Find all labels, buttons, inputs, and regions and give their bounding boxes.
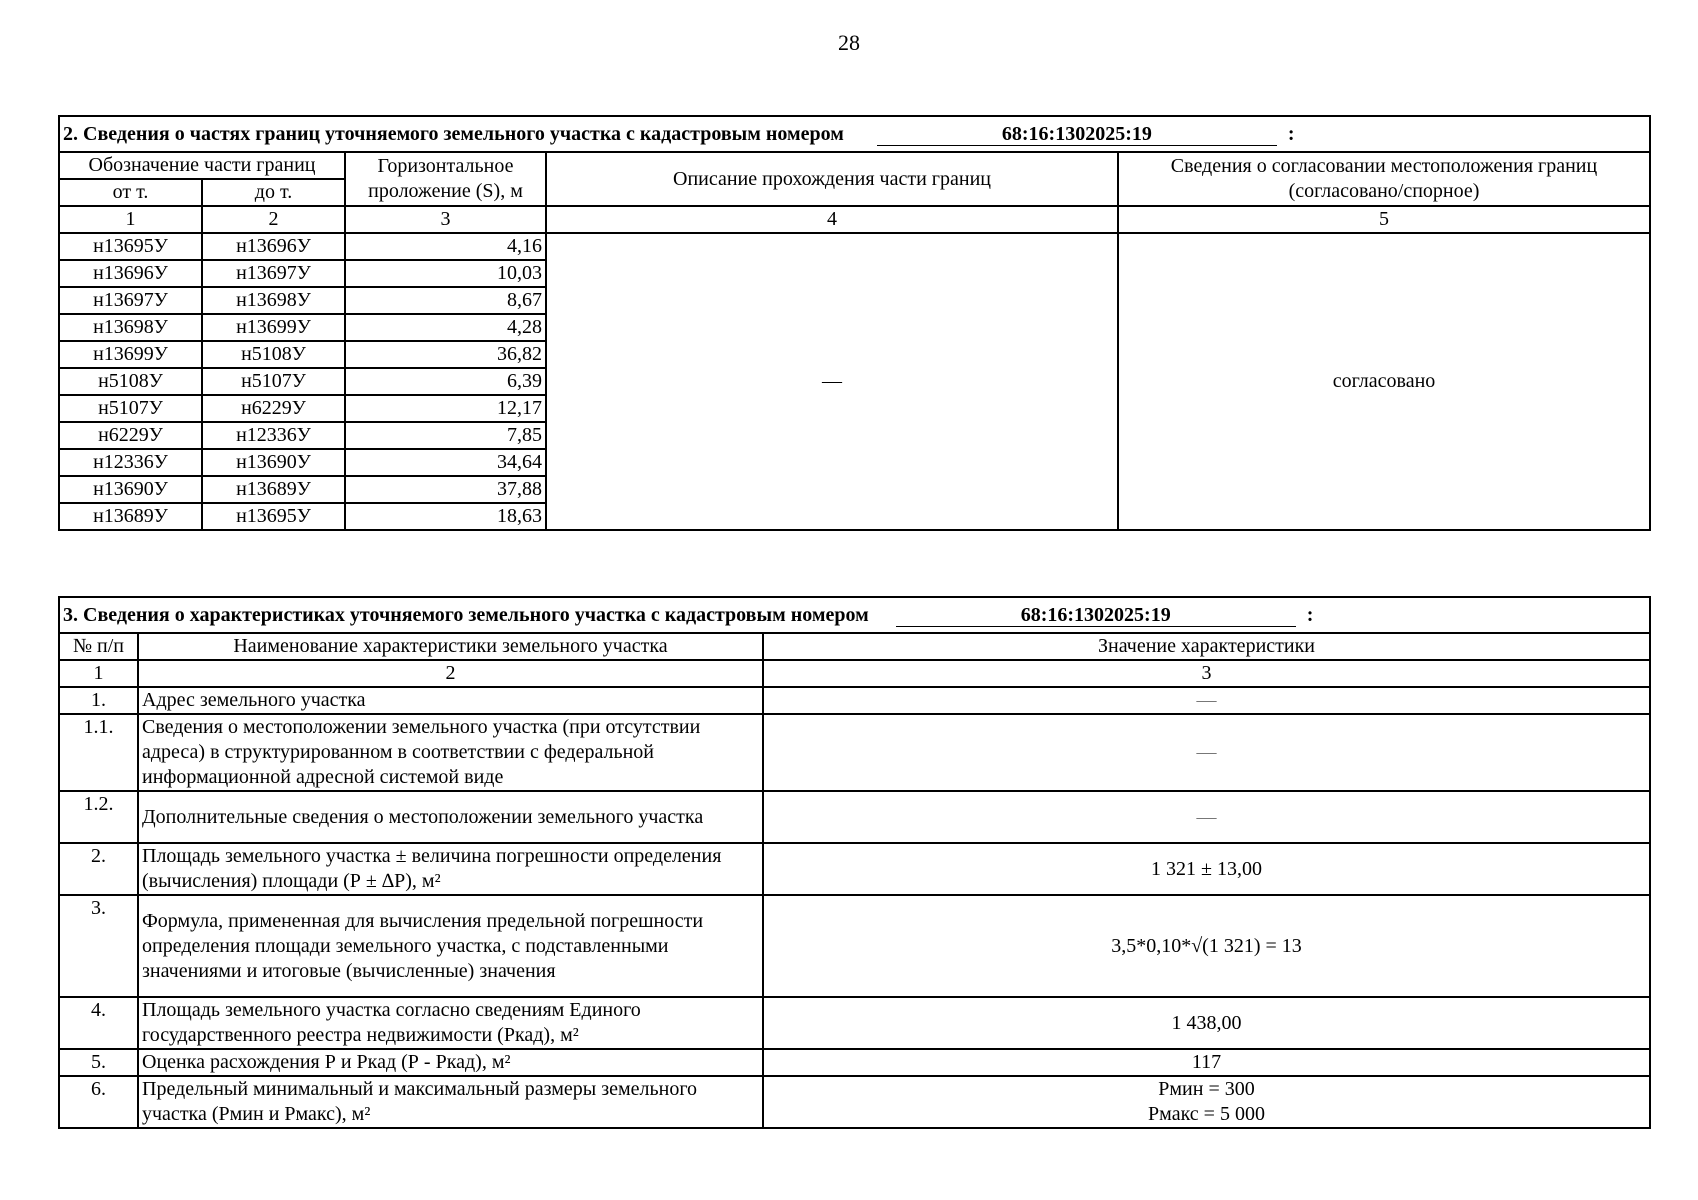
table-row	[59, 1049, 1650, 1076]
agreement-value: согласовано	[1118, 233, 1650, 530]
point-from: н5108У	[59, 368, 202, 395]
table-row	[59, 687, 1650, 714]
section-3-title-cell	[59, 597, 1650, 633]
characteristic-value: —	[763, 714, 1650, 791]
row-number: 5.	[59, 1049, 138, 1076]
point-to: н5108У	[202, 341, 345, 368]
section-3-title: 3. Сведения о характеристиках уточняемого земельного участка с кадастровым номером	[63, 603, 869, 626]
point-to: н5107У	[202, 368, 345, 395]
characteristics-table	[58, 596, 1651, 1129]
header-agreement: Сведения о согласовании местоположения границ (согласовано/спорное)	[1118, 152, 1650, 206]
point-from: н12336У	[59, 449, 202, 476]
row-number: 3.	[59, 895, 138, 997]
section-2-colon: :	[1287, 122, 1295, 145]
horizontal-distance: 4,16	[345, 233, 546, 260]
characteristic-name: Дополнительные сведения о местоположении земельного участка	[138, 791, 763, 843]
horizontal-distance: 8,67	[345, 287, 546, 314]
section-3-cadastral-number: 68:16:1302025:19	[896, 604, 1296, 627]
point-to: н13697У	[202, 260, 345, 287]
point-from: н13698У	[59, 314, 202, 341]
point-from: н13695У	[59, 233, 202, 260]
point-from: н6229У	[59, 422, 202, 449]
table-row	[59, 714, 1650, 791]
characteristic-value-cell	[763, 1076, 1650, 1128]
row-number: 1.1.	[59, 714, 138, 791]
header-description: Описание прохождения части границ	[546, 152, 1118, 206]
header-part-designation: Обозначение части границ	[59, 152, 345, 179]
row-number: 1.	[59, 687, 138, 714]
table-row	[59, 997, 1650, 1049]
row-number: 1.2.	[59, 791, 138, 843]
horizontal-distance: 34,64	[345, 449, 546, 476]
point-from: н13699У	[59, 341, 202, 368]
header-value: Значение характеристики	[763, 633, 1650, 660]
characteristic-name: Предельный минимальный и максимальный размеры земельного участка (Рмин и Рмакс), м²	[138, 1076, 763, 1128]
characteristic-name: Площадь земельного участка ± величина погрешности определения (вычисления) площади (Р ± ∆Р), м²	[138, 843, 763, 895]
characteristic-value: 3,5*0,10*√(1 321) = 13	[763, 895, 1650, 997]
table-row	[59, 843, 1650, 895]
table-row	[59, 1076, 1650, 1128]
section-2-cadastral-number: 68:16:1302025:19	[877, 123, 1277, 146]
characteristic-name: Площадь земельного участка согласно сведениям Единого государственного реестра недвижимости (Ркад), м²	[138, 997, 763, 1049]
row-number: 2.	[59, 843, 138, 895]
point-from: н13689У	[59, 503, 202, 530]
page-number: 28	[838, 30, 860, 55]
point-to: н13695У	[202, 503, 345, 530]
column-number: 2	[202, 206, 345, 233]
horizontal-distance: 10,03	[345, 260, 546, 287]
point-from: н13696У	[59, 260, 202, 287]
table-row	[59, 233, 1650, 260]
point-to: н13698У	[202, 287, 345, 314]
characteristic-name: Оценка расхождения Р и Ркад (Р - Ркад), м²	[138, 1049, 763, 1076]
header-num: № п/п	[59, 633, 138, 660]
horizontal-distance: 18,63	[345, 503, 546, 530]
table-row	[59, 791, 1650, 843]
section-3-colon: :	[1306, 603, 1314, 626]
horizontal-distance: 37,88	[345, 476, 546, 503]
horizontal-distance: 36,82	[345, 341, 546, 368]
column-number: 2	[138, 660, 763, 687]
column-number: 1	[59, 206, 202, 233]
characteristic-value: 117	[763, 1049, 1650, 1076]
row-number: 6.	[59, 1076, 138, 1128]
description-value: —	[546, 233, 1118, 530]
characteristic-value: 1 438,00	[763, 997, 1650, 1049]
point-from: н13690У	[59, 476, 202, 503]
point-to: н13696У	[202, 233, 345, 260]
point-from: н13697У	[59, 287, 202, 314]
point-to: н13689У	[202, 476, 345, 503]
point-to: н13690У	[202, 449, 345, 476]
horizontal-distance: 7,85	[345, 422, 546, 449]
horizontal-distance: 12,17	[345, 395, 546, 422]
max-area-value: Рмакс = 5 000	[1148, 1103, 1265, 1125]
boundary-parts-table	[58, 115, 1651, 531]
header-name: Наименование характеристики земельного участка	[138, 633, 763, 660]
column-number: 3	[763, 660, 1650, 687]
point-from: н5107У	[59, 395, 202, 422]
horizontal-distance: 6,39	[345, 368, 546, 395]
characteristic-value: 1 321 ± 13,00	[763, 843, 1650, 895]
characteristic-name: Адрес земельного участка	[138, 687, 763, 714]
characteristic-name: Сведения о местоположении земельного участка (при отсутствии адреса) в структурированном в соответствии с федеральной информационной адресной системой виде	[138, 714, 763, 791]
horizontal-distance: 4,28	[345, 314, 546, 341]
point-to: н12336У	[202, 422, 345, 449]
header-from: от т.	[59, 179, 202, 206]
header-horizontal: Горизонтальное проложение (S), м	[345, 152, 546, 206]
min-area-value: Рмин = 300	[1158, 1078, 1255, 1100]
column-number: 1	[59, 660, 138, 687]
point-to: н13699У	[202, 314, 345, 341]
column-number: 5	[1118, 206, 1650, 233]
row-number: 4.	[59, 997, 138, 1049]
characteristic-value: —	[763, 687, 1650, 714]
column-number: 4	[546, 206, 1118, 233]
column-number: 3	[345, 206, 546, 233]
table-row	[59, 895, 1650, 997]
characteristic-name: Формула, примененная для вычисления предельной погрешности определения площади земельного участка, с подставленными значениями и итоговые (вычисленные) значения	[138, 895, 763, 997]
characteristic-value: —	[763, 791, 1650, 843]
point-to: н6229У	[202, 395, 345, 422]
section-2-title-cell	[59, 116, 1650, 152]
section-2-title: 2. Сведения о частях границ уточняемого земельного участка с кадастровым номером	[63, 122, 844, 145]
header-to: до т.	[202, 179, 345, 206]
